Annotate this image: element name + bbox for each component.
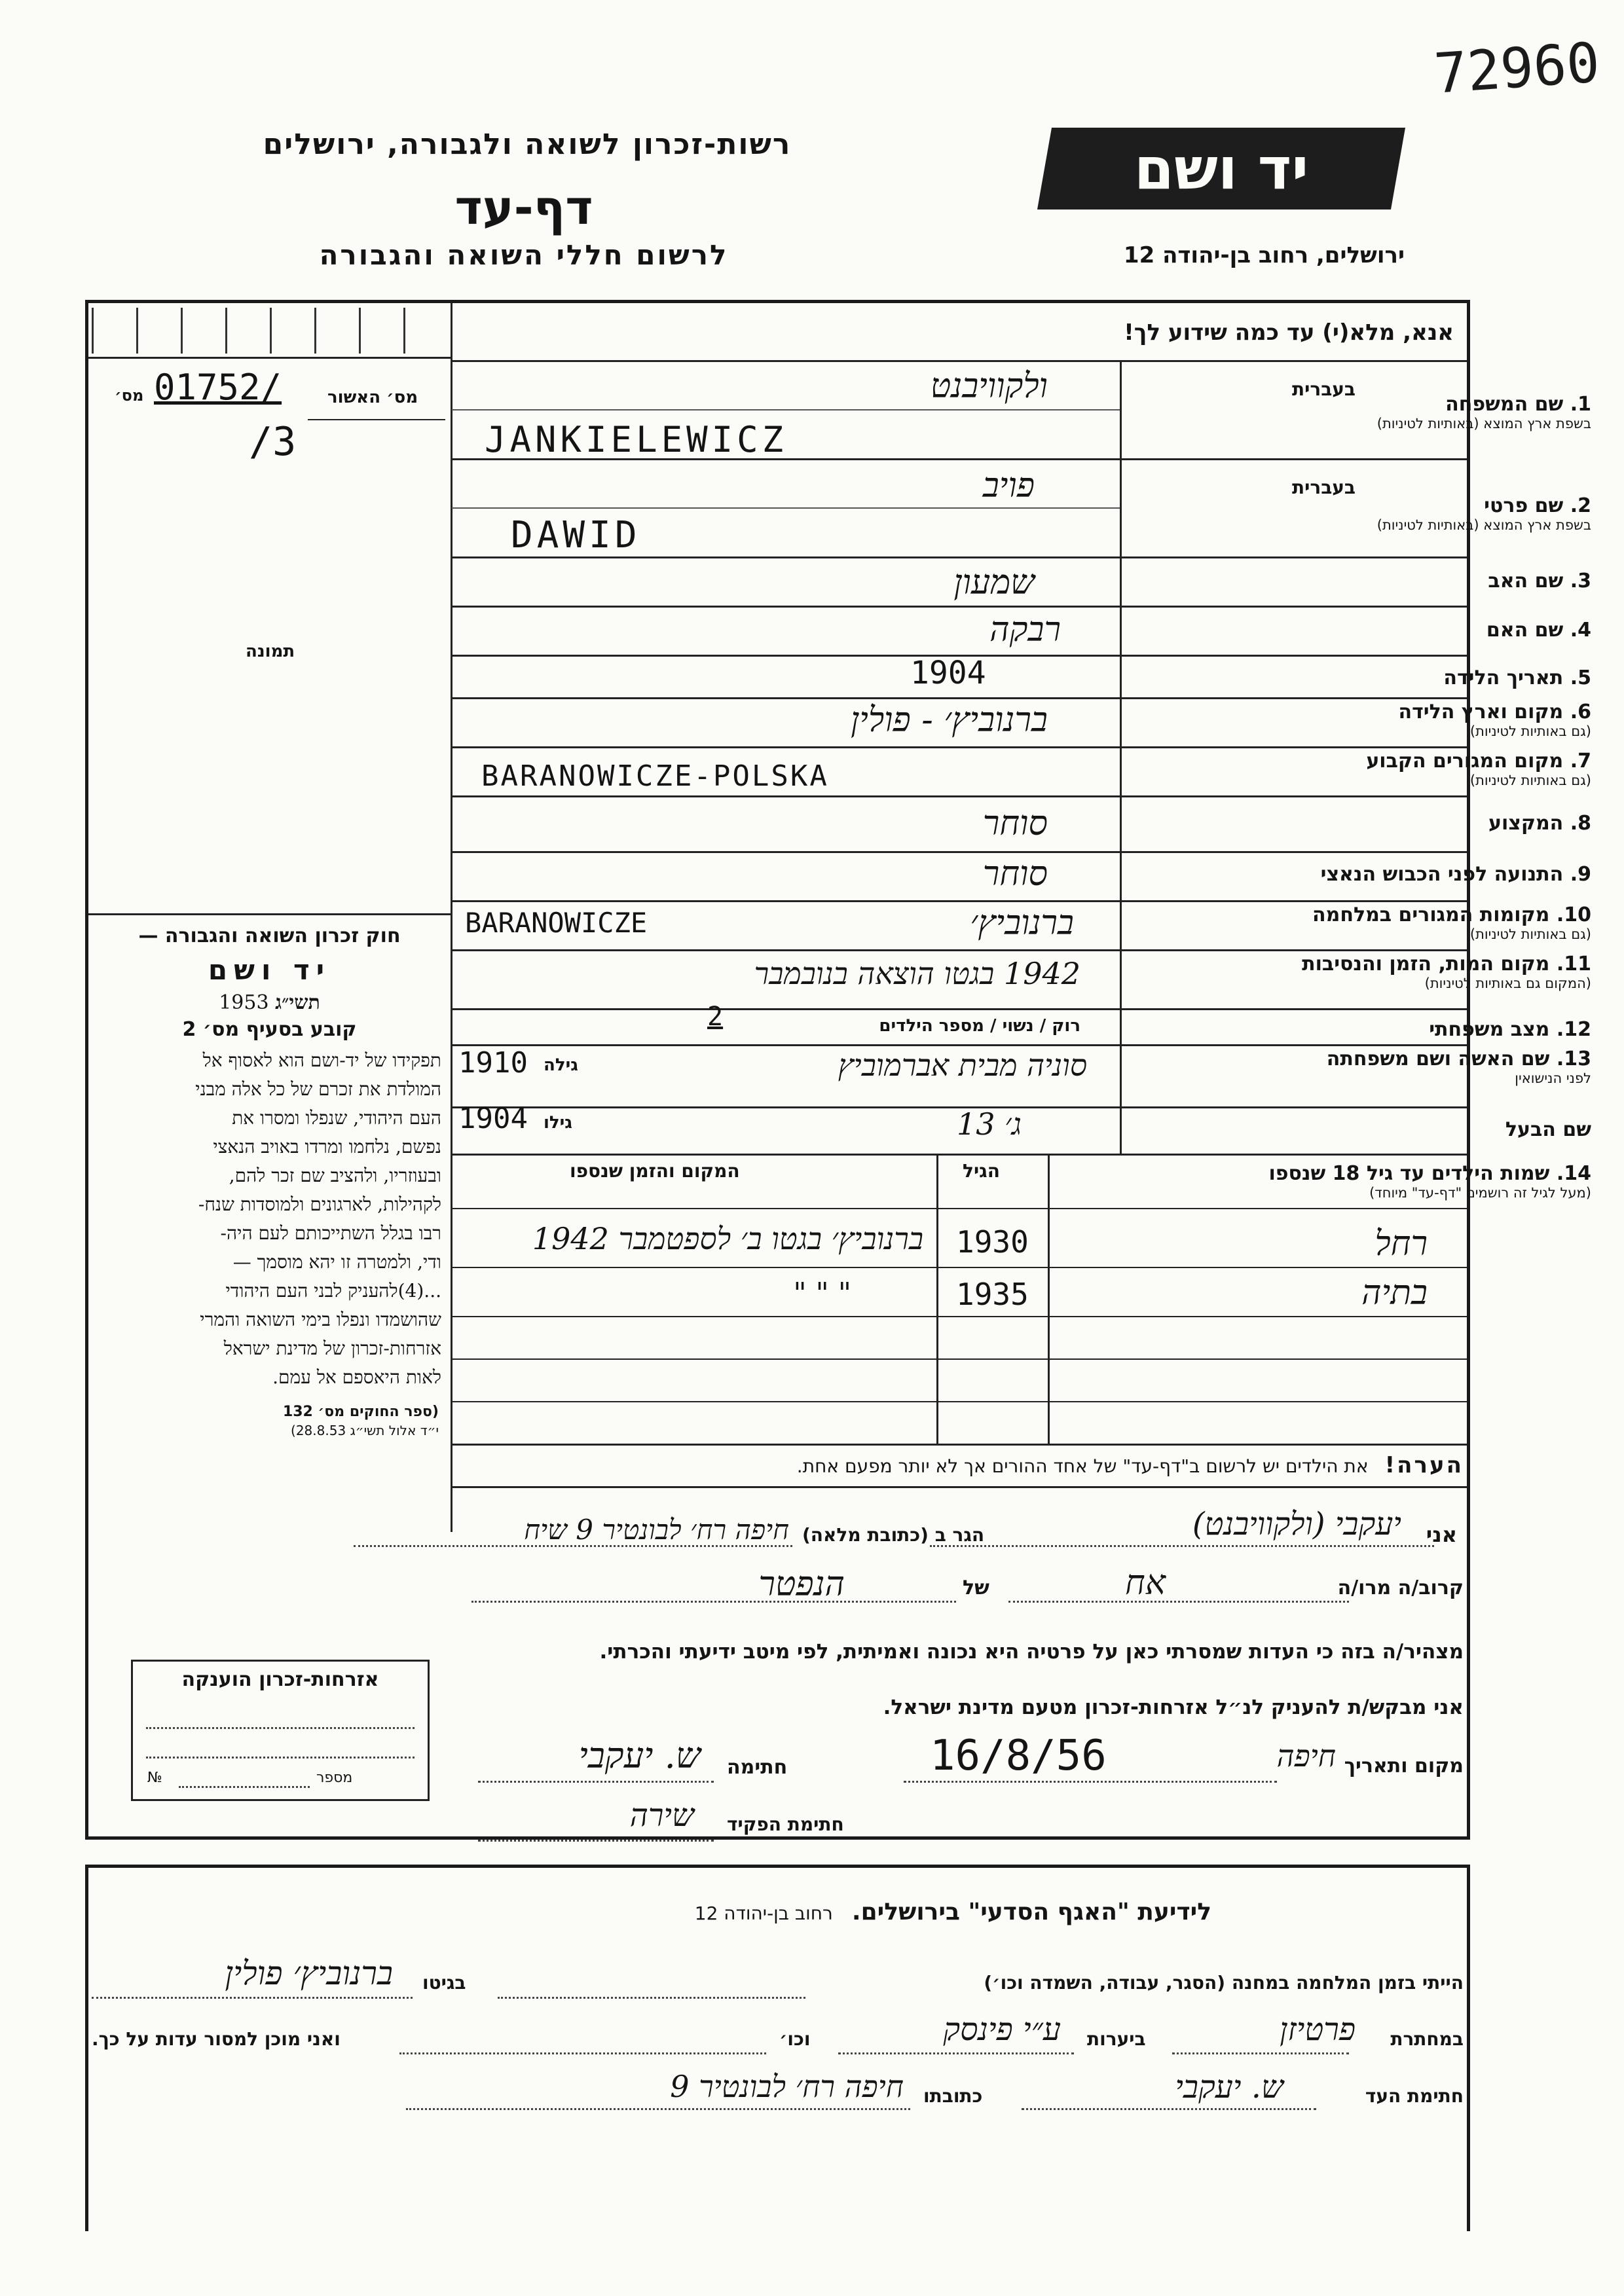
husband-value: ג׳ 13: [957, 1106, 1022, 1142]
field-2-label: 2. שם פרטי בשפת ארץ המוצא (באותיות לטיניות): [1376, 494, 1591, 533]
residing-label: הגר ב (כתובת מלאה): [802, 1524, 985, 1546]
col-age-header: הגיל: [963, 1160, 1000, 1182]
ready-text: ואני מוכן למסור עדות על כך.: [92, 2028, 341, 2050]
mother-name: רבקה: [989, 610, 1061, 649]
col-place-header: המקום והזמן שנספו: [570, 1160, 740, 1182]
underground-label: במחתרת: [1390, 2028, 1464, 2050]
form-title: דף-עד: [454, 180, 593, 235]
child-place: " " ": [793, 1277, 851, 1310]
field-3-label: 3. שם האב: [1488, 570, 1591, 592]
reg-sub: /3: [249, 419, 297, 465]
of-value: הנפטר: [758, 1565, 845, 1604]
field-1-hebrew-tag: בעברית: [1291, 378, 1356, 400]
field-7-label: 7. מקום המגורים הקבוע (גם באותיות לטיניות): [1366, 750, 1591, 788]
child-name: בתיה: [1361, 1273, 1428, 1313]
etc-label: וכו׳: [779, 2028, 811, 2050]
yad-vashem-logo: [1037, 128, 1405, 210]
ghetto-label: בגיטו: [422, 1972, 466, 1994]
of-label: של: [963, 1576, 989, 1599]
law-line: רבו בגלל השתייכותם לעם היה-: [220, 1222, 441, 1244]
field-13-label: 13. שם האשה ושם משפחתה לפני הנישואין: [1326, 1048, 1591, 1086]
field-5-label: 5. תאריך הלידה: [1443, 666, 1591, 689]
children-count: 2: [707, 1002, 724, 1032]
profession: סוחר: [982, 804, 1048, 843]
footer-heading: [695, 1899, 1211, 1925]
reg-no-label: מס׳: [115, 386, 144, 405]
father-name: שמעון: [953, 563, 1035, 602]
relation: אח: [1125, 1563, 1166, 1603]
child-age: 1930: [956, 1224, 1029, 1260]
law-year-heb: תשי״ג: [275, 991, 320, 1014]
witness-label: חתימת העד: [1365, 2085, 1464, 2107]
child-place: ברנוביץ׳ בגטו ב׳ לספטמבר 1942: [532, 1221, 923, 1256]
cert-label: אזרחות-זכרון הוענקה: [181, 1668, 379, 1691]
field-2-hebrew-tag: בעברית: [1291, 477, 1356, 498]
reg-number: 01752/: [154, 367, 282, 408]
witness-address-label: כתובתו: [923, 2085, 983, 2107]
law-line: אזרחות-זכרון של מדינת ישראל: [223, 1338, 441, 1359]
law-line: לקהילות, לארגונים ולמוסדות שנח-: [198, 1194, 441, 1215]
forest-value: ע״י פינסק: [943, 2011, 1061, 2048]
declarant-i-label: אני: [1426, 1522, 1457, 1547]
declaration-text: מצהיר/ה בזה כי העדות שמסרתי כאן על פרטיה היא נכונה ואמיתית, לפי מיטב ידיעתי והכרתי.: [599, 1640, 1464, 1664]
clerk-signature: שירה: [629, 1797, 694, 1834]
field-8-label: 8. המקצוע: [1488, 812, 1591, 835]
law-section: קובע בסעיף מס׳ 2: [182, 1018, 357, 1041]
field-12-label: 12. מצב משפחתי: [1429, 1018, 1591, 1041]
children-label: 14. שמות הילדים עד גיל 18 שנספו (מעל לגיל זה רושמים "דף-עד" מיוחד): [1268, 1162, 1591, 1201]
instruction: אנא, מלא(י) עד כמה שידוע לך!: [1124, 319, 1454, 346]
marital-options: רוק / נשוי / מספר הילדים: [879, 1016, 1080, 1036]
place: חיפה: [1276, 1738, 1336, 1774]
law-line: לאות היאספם אל עמם.: [272, 1366, 441, 1388]
wife-name: סוניה מבית אברמוביץ: [838, 1048, 1087, 1083]
surname-latin: JANKIELEWICZ: [485, 419, 788, 460]
reg-label: מס׳ האשור: [327, 388, 418, 407]
cert-no: №: [147, 1770, 162, 1786]
law-ref-date: י״ד אלול תשי״ג 28.8.53): [291, 1423, 439, 1438]
photo-label: תמונה: [246, 642, 295, 661]
declarant-name: יעקבי (ולקוויבנט): [1192, 1506, 1401, 1542]
law-line: ודי, ולמטרה זו יהא מוסמך —: [232, 1251, 441, 1273]
law-year: 1953: [219, 991, 269, 1014]
tick-row: [92, 308, 445, 354]
field-4-label: 4. שם האם: [1486, 619, 1591, 642]
signature: ש. יעקבי: [578, 1735, 701, 1776]
request-text: אני מבקש/ת להעניק לנ״ל אזרחות-זכרון מטעם מדינת ישראל.: [883, 1696, 1464, 1719]
ghetto-value: ברנוביץ׳ פולין: [225, 1954, 393, 1992]
surname-hebrew: ולקוויבנט: [930, 367, 1048, 406]
relative-label: קרוב/ה מרו/ה: [1337, 1576, 1464, 1599]
clerk-label: חתימת הפקיד: [727, 1813, 844, 1835]
law-name: יד ושם: [208, 954, 331, 986]
field-6-label: 6. מקום וארץ הלידה (גם באותיות לטיניות): [1398, 701, 1591, 739]
footer-title: לידיעת "האגף הסדעי" בירושלים.: [851, 1899, 1211, 1925]
archive-number: 72960: [1431, 30, 1602, 106]
residence: BARANOWICZE-POLSKA: [481, 759, 829, 793]
birth-date: 1904: [910, 655, 986, 691]
law-line: שהושמדו ונפלו בימי השואה והמרי: [200, 1309, 441, 1330]
date: 16/8/56: [930, 1732, 1107, 1780]
law-ref: (ספר החוקים מס׳ 132: [282, 1404, 439, 1420]
underground-value: פרטיזן: [1280, 2011, 1356, 2048]
law-line: תפקידו של יד-ושם הוא לאסוף אל: [202, 1049, 441, 1071]
law-line: נפשם, נלחמו ומרדו באויב הנאצי: [213, 1136, 441, 1157]
child-age: 1935: [956, 1277, 1029, 1312]
field-11-label: 11. מקום המות, הזמן והנסיבות (המקום גם באותיות לטיניות): [1302, 953, 1591, 991]
witness-address: חיפה רח׳ לבונטיר 9: [670, 2069, 904, 2104]
declarant-address: חיפה רח׳ לבונטיר 9 שיח: [524, 1514, 789, 1546]
authority-line: רשות-זכרון לשואה ולגבורה, ירושלים: [263, 128, 792, 161]
law-text: [88, 1041, 451, 1392]
firstname-hebrew: פויב: [982, 466, 1035, 505]
husband-label: שם הבעל: [1505, 1118, 1591, 1141]
field-10-label: 10. מקומות המגורים במלחמה (גם באותיות לטיניות): [1312, 903, 1591, 942]
camp-line-label: הייתי בזמן המלחמה במחנה (הסגר, עבודה, השמדה וכו׳): [984, 1972, 1464, 1994]
header-address: ירושלים, רחוב בן-יהודה 12: [1123, 242, 1405, 268]
wartime-residence-hebrew: ברנוביץ׳: [970, 903, 1074, 943]
note-row: [797, 1452, 1464, 1478]
place-date-label: מקום ותאריך: [1344, 1755, 1464, 1777]
law-line: ובעוזריו, ולהציב שם זכר להם,: [229, 1165, 441, 1186]
wife-age-label: גילה: [544, 1055, 578, 1075]
child-name: רחל: [1375, 1224, 1428, 1264]
form-subtitle: לרשום חללי השואה והגבורה: [319, 239, 729, 271]
footer-address: רחוב בן-יהודה 12: [694, 1903, 833, 1924]
forest-label: ביערות: [1087, 2028, 1146, 2050]
law-panel: [88, 913, 451, 1534]
witness-signature: ש. יעקבי: [1175, 2069, 1283, 2105]
husband-age: 1904: [458, 1102, 528, 1135]
firstname-latin: DAWID: [511, 514, 641, 556]
field-1-label: 1. שם המשפחה בשפת ארץ המוצא (באותיות לטיניות): [1376, 393, 1591, 431]
law-title: חוק זכרון השואה והגבורה —: [138, 924, 401, 947]
birth-place: ברנוביץ׳ - פולין: [850, 701, 1048, 740]
note-text: את הילדים יש לרשום ב"דף-עד" של אחד ההורים אך לא יותר מפעם אחת.: [796, 1455, 1369, 1477]
law-line: ...(4)להעניק לבני העם היהודי: [225, 1280, 441, 1302]
wife-age: 1910: [458, 1046, 528, 1080]
logo-text: יד ושם: [1134, 135, 1309, 202]
law-line: המולדת את זכרם של כל אלה מבני: [195, 1078, 441, 1100]
law-line: העם היהודי, שנפלו ומסרו את: [232, 1107, 441, 1129]
husband-age-label: גילו: [544, 1113, 572, 1133]
wartime-residence-latin: BARANOWICZE: [465, 907, 648, 939]
field-9-label: 9. התנועה לפני הכבוש הנאצי: [1320, 863, 1591, 886]
cert-number-label: מספר: [316, 1770, 353, 1786]
cert-box: [131, 1660, 430, 1801]
movement: סוחר: [982, 854, 1048, 894]
death-details: 1942 בגטו הוצאה בנובמבר: [754, 956, 1080, 991]
signature-label: חתימה: [727, 1756, 788, 1779]
note-label: הערה!: [1384, 1452, 1464, 1478]
